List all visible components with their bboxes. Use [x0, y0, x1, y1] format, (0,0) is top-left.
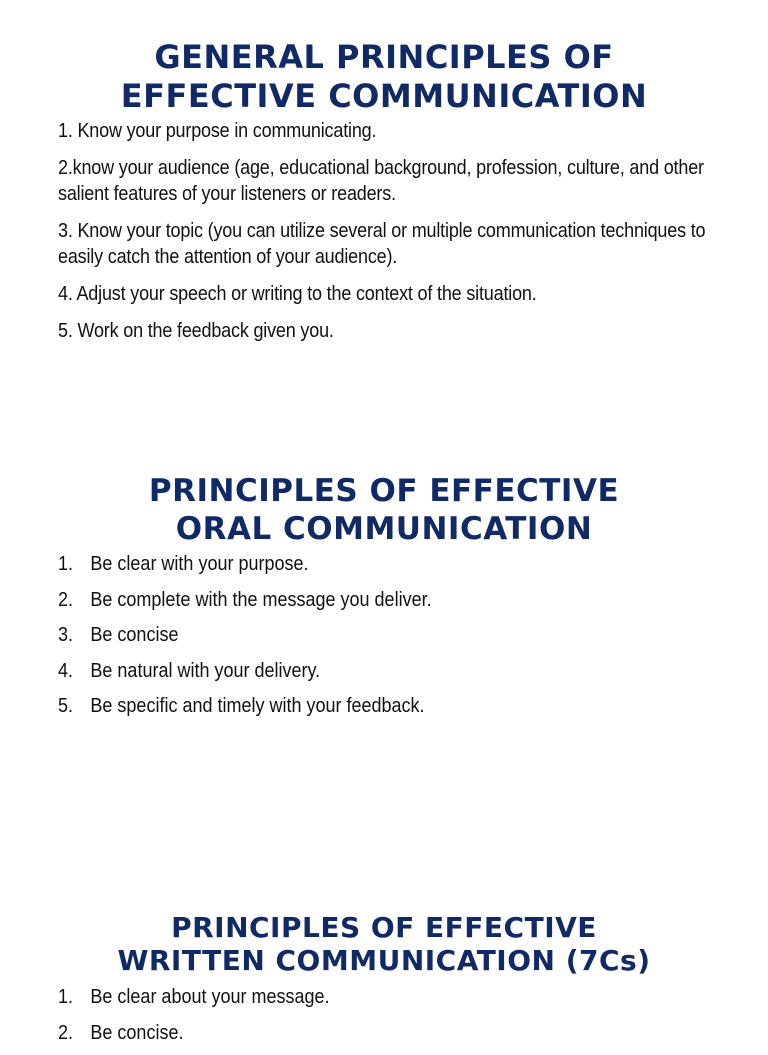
list-item: 5. Work on the feedback given you.	[58, 320, 334, 342]
item-text: Be natural with your delivery.	[90, 659, 321, 682]
list-item	[58, 551, 724, 577]
item-number: 2.	[58, 588, 74, 611]
general-principles-list	[58, 118, 728, 355]
item-text: Be concise.	[90, 1021, 184, 1044]
list-item: 3. Know your topic (you can utilize several or multiple communication techniques to easily catch the attention of your audience).	[58, 220, 706, 268]
written-communication-section	[0, 911, 768, 977]
written-communication-list	[58, 984, 728, 1055]
heading-line-1: PRINCIPLES OF EFFECTIVE	[171, 911, 597, 944]
heading-line-2: WRITTEN COMMUNICATION (7Cs)	[117, 944, 651, 977]
list-item	[58, 622, 724, 648]
item-text: Be specific and timely with your feedback.	[90, 695, 425, 718]
item-number: 2.	[58, 1021, 74, 1044]
list-item: 2.know your audience (age, educational background, profession, culture, and other salient features of your listeners or readers.	[58, 157, 704, 205]
list-item	[58, 984, 724, 1010]
heading-line-1: PRINCIPLES OF EFFECTIVE	[148, 473, 620, 509]
general-principles-heading	[0, 38, 768, 116]
list-item: 4. Adjust your speech or writing to the context of the situation.	[58, 283, 537, 305]
list-item	[58, 587, 724, 613]
heading-line-1: GENERAL PRINCIPLES OF	[154, 38, 614, 76]
item-text: Be complete with the message you deliver.	[90, 588, 432, 611]
item-number: 4.	[58, 659, 74, 682]
item-text: Be concise	[90, 624, 179, 647]
list-item	[58, 693, 724, 719]
oral-communication-list	[58, 551, 728, 729]
written-communication-heading	[0, 911, 768, 977]
list-item	[58, 658, 724, 684]
list-item	[58, 1020, 724, 1046]
oral-communication-section	[0, 472, 768, 548]
item-text: Be clear about your message.	[90, 986, 330, 1008]
item-number: 5.	[58, 695, 74, 718]
item-number: 1.	[58, 986, 74, 1008]
list-item: 1. Know your purpose in communicating.	[58, 120, 377, 142]
oral-communication-heading	[0, 472, 768, 548]
item-number: 1.	[58, 553, 74, 575]
item-text: Be clear with your purpose.	[90, 553, 309, 575]
heading-line-2: ORAL COMMUNICATION	[175, 511, 593, 547]
item-number: 3.	[58, 624, 74, 647]
heading-line-2: EFFECTIVE COMMUNICATION	[120, 77, 648, 115]
general-principles-section	[0, 38, 768, 116]
